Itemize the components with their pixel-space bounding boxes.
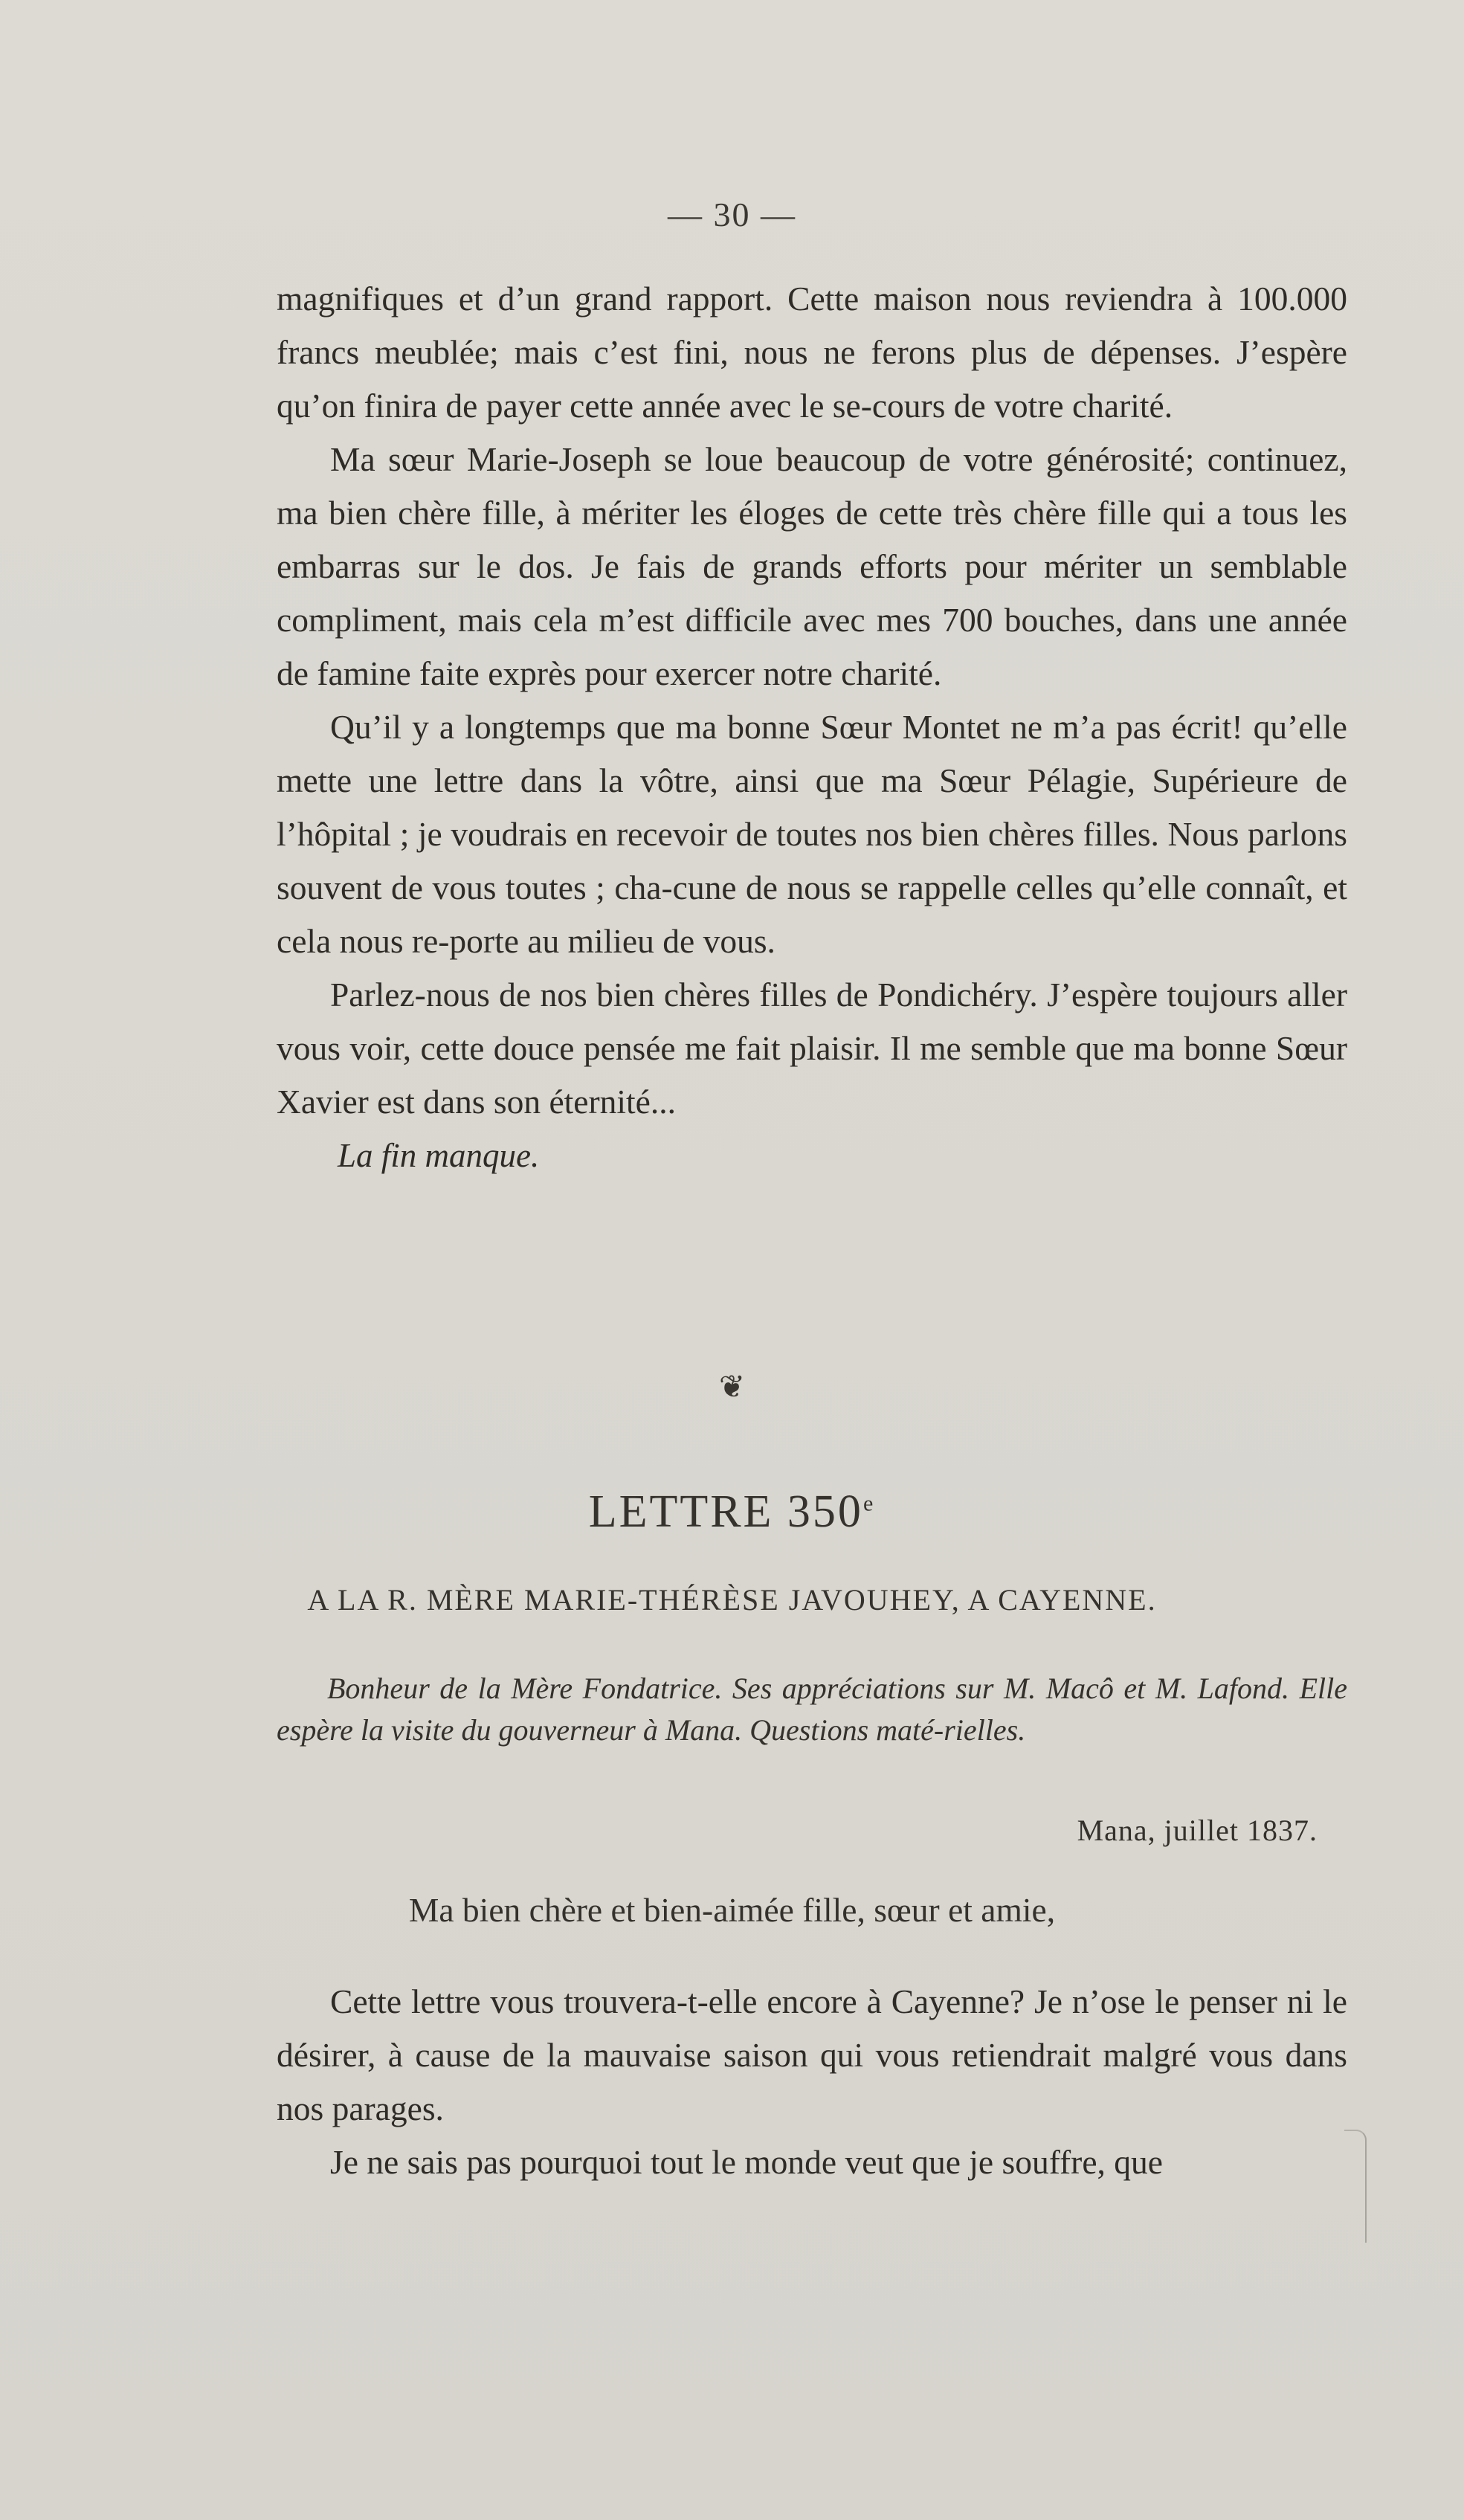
- letter-number: LETTRE 350: [588, 1486, 863, 1537]
- continuation-text: [277, 272, 1347, 1182]
- paragraph: magnifiques et d’un grand rapport. Cette maison nous reviendra à 100.000 francs meublée; mais c’est fini, nous ne ferons plus de dépenses. J’espère qu’on finira de payer cette année avec le se-cours de votre charité.: [277, 280, 1347, 425]
- missing-end-note: La fin manque.: [338, 1137, 540, 1174]
- letter-heading: [0, 1486, 1464, 1538]
- paragraph: Qu’il y a longtemps que ma bonne Sœur Montet ne m’a pas écrit! qu’elle mette une lettre dans la vôtre, ainsi que ma Sœur Pélagie, Supérieure de l’hôpital ; je voudrais en recevoir de toutes nos bien chères filles. Nous parlons souvent de vous toutes ; cha-cune de nous se rappelle celles qu’elle connaît, et cela nous re-porte au milieu de vous.: [277, 708, 1347, 960]
- paragraph: Parlez-nous de nos bien chères filles de Pondichéry. J’espère toujours aller vous voir, cette douce pensée me fait plaisir. Il me semble que ma bonne Sœur Xavier est dans son éternité...: [277, 976, 1347, 1121]
- letter-number-suffix: e: [862, 1491, 876, 1516]
- letter-body: [277, 1975, 1347, 2189]
- paragraph: Ma sœur Marie-Joseph se loue beaucoup de votre générosité; continuez, ma bien chère fille, à mériter les éloges de cette très chère fille qui a tous les embarras sur le dos. Je fais de grands efforts pour mériter un semblable compliment, mais cela m’est difficile avec mes 700 bouches, dans une année de famine faite exprès pour exercer notre charité.: [277, 440, 1347, 692]
- letter-summary: Bonheur de la Mère Fondatrice. Ses appréciations sur M. Macô et M. Lafond. Elle espère la visite du gouverneur à Mana. Questions maté-rielles.: [277, 1672, 1347, 1747]
- page-edge-mark: [1344, 2130, 1367, 2243]
- page-number: — 30 —: [668, 196, 796, 233]
- paragraph: Je ne sais pas pourquoi tout le monde veut que je souffre, que: [330, 2143, 1163, 2181]
- fleuron-ornament-icon: ❦: [718, 1370, 746, 1405]
- letter-addressee: A LA R. MÈRE MARIE-THÉRÈSE JAVOUHEY, A CAYENNE.: [307, 1583, 1157, 1617]
- letter-dateline: Mana, juillet 1837.: [1077, 1814, 1318, 1847]
- letter-salutation: Ma bien chère et bien-aimée fille, sœur et amie,: [408, 1891, 1056, 1929]
- paragraph: Cette lettre vous trouvera-t-elle encore à Cayenne? Je n’ose le penser ni le désirer, à cause de la mauvaise saison qui vous retiendrait malgré vous dans nos parages.: [277, 1982, 1347, 2127]
